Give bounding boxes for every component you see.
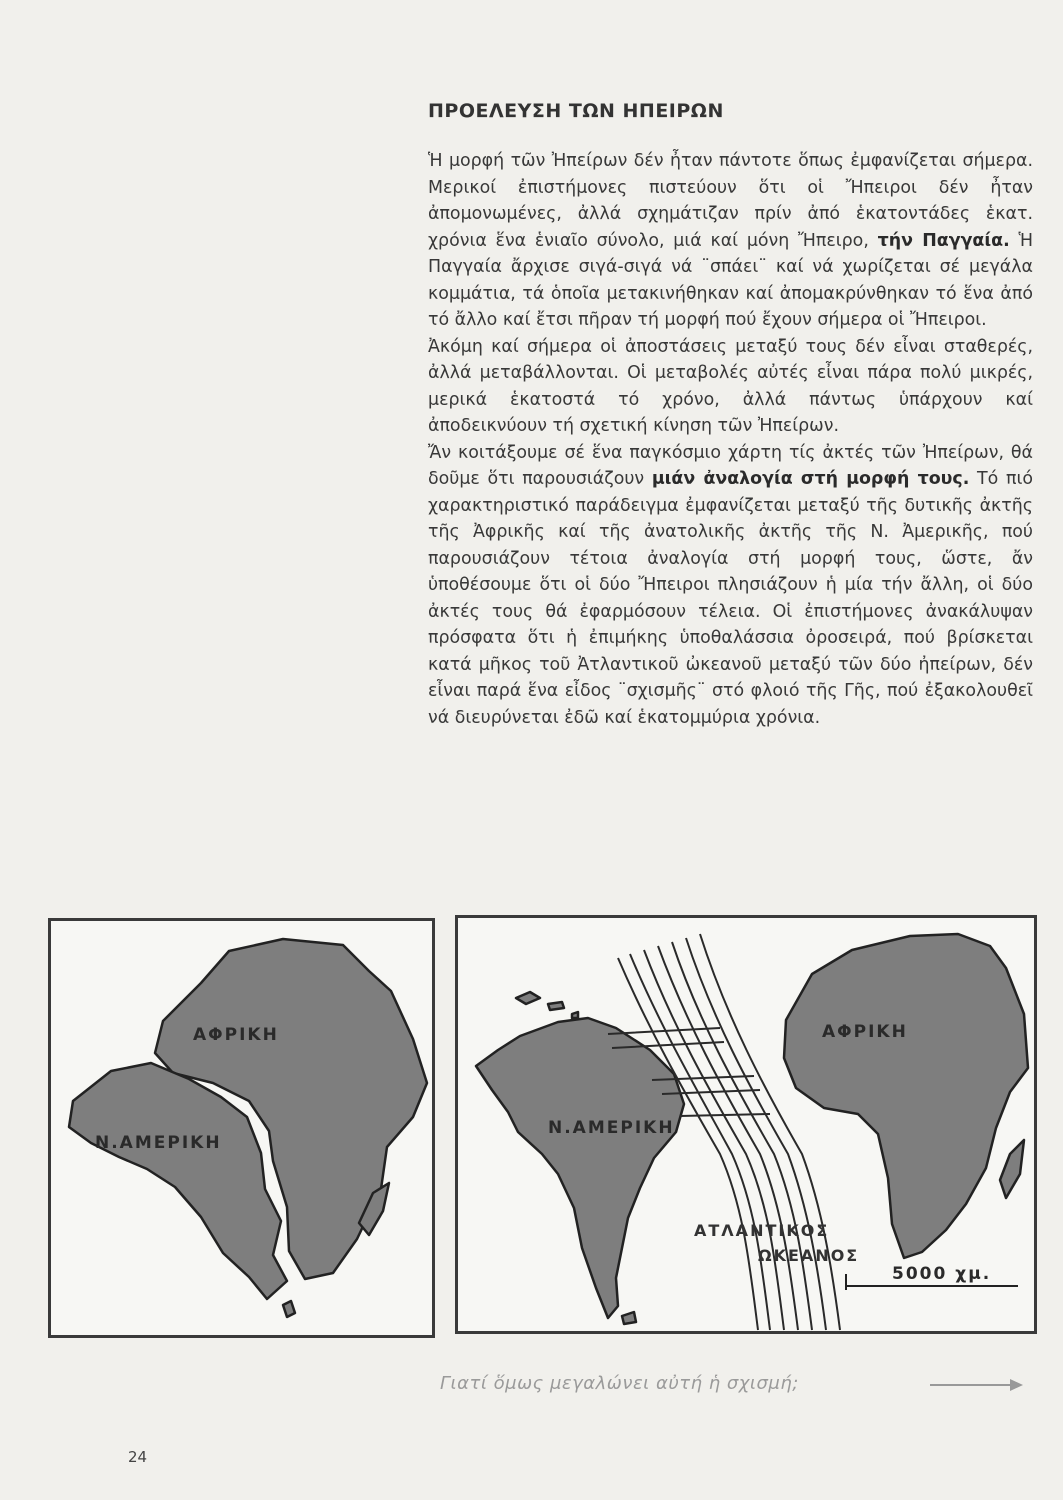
caribbean-islands: [516, 992, 578, 1018]
page-title: ΠΡΟΕΛΕΥΣΗ ΤΩΝ ΗΠΕΙΡΩΝ: [428, 100, 724, 122]
paragraph-3-start: Ἄν κοιτάξουμε σέ ἕνα παγκόσμιο χάρτη τίς ἀκτές τῶν Ἠπείρων, θά δοῦμε ὅτι παρουσιάζουν: [428, 442, 1033, 489]
page-number: 24: [128, 1448, 148, 1466]
paragraph-1: [428, 148, 1033, 334]
south-america-shape: [476, 1018, 684, 1318]
label-africa-left: ΑΦΡΙΚΗ: [193, 1025, 279, 1045]
paragraph-3-end: Τό πιό χαρακτηριστικό παράδειγμα ἐμφανίζεται μεταξύ τῆς δυτικῆς ἀκτῆς τῆς Ἀφρικῆς καί τῆς ἀνατολικῆς ἀκτῆς τῆς Ν. Ἀμερικῆς, πού παρουσιάζουν τέτοια ἀναλογία στή μορφή τους, ὥστε, ἄν ὑποθέσουμε ὅτι οἱ δύο Ἤπειροι πλησιάζουν ἡ μία τήν ἄλλη, οἱ δύο ἀκτές τους θά ἐφαρμόσουν τέλεια. Οἱ ἐπιστήμονες ἀνακάλυψαν πρόσφατα ὅτι ἡ ἐπιμήκης ὑποθαλάσσια ὀροσειρά, πού βρίσκεται κατά μῆκος τοῦ Ἀτλαντικοῦ ὠκεανοῦ μεταξύ τῶν δύο ἠπείρων, δέν εἶναι παρά ἕνα εἶδος ¨σχισμῆς¨ στό φλοιό τῆς Γῆς, πού ἐξακολουθεῖ νά διευρύνεται ἐδῶ καί ἑκατομμύρια χρόνια.: [428, 469, 1033, 728]
madagascar-shape: [1000, 1140, 1024, 1198]
label-africa-right: ΑΦΡΙΚΗ: [822, 1022, 908, 1042]
paragraph-3: [428, 440, 1033, 732]
paragraph-2: Ἀκόμη καί σήμερα οἱ ἀποστάσεις μεταξύ τους δέν εἶναι σταθερές, ἀλλά μεταβάλλονται. Οἱ μεταβολές αὐτές εἶναι πάρα πολύ μικρές, μερικά ἑκατοστά τό χρόνο, ἀλλά πάντως ὑπάρχουν καί ἀποδεικνύουν τή σχετική κίνηση τῶν Ἠπείρων.: [428, 336, 1033, 436]
question-caption: Γιατί ὅμως μεγαλώνει αὐτή ἡ σχισμή;: [440, 1373, 799, 1394]
map-left-drawing: [51, 921, 432, 1335]
label-ocean-line-1: ΑΤΛΑΝΤΙΚΟΣ: [694, 1221, 830, 1240]
body-text: [428, 148, 1033, 731]
label-south-america-right: Ν.ΑΜΕΡΙΚΗ: [548, 1118, 675, 1138]
label-ocean-line-2: ΩΚΕΑΝΟΣ: [758, 1246, 860, 1265]
map-atlantic-ridge: [455, 915, 1037, 1334]
arrow-right-icon: [930, 1376, 1025, 1394]
map-continents-joined: [48, 918, 435, 1338]
scale-label: 5000 χμ.: [892, 1264, 992, 1284]
falklands-shape: [622, 1312, 636, 1324]
paragraph-1-bold: τήν Παγγαία.: [877, 230, 1010, 251]
paragraph-1-end: Ἡ Παγγαία ἄρχισε σιγά-σιγά νά ¨σπάει¨ καί νά χωρίζεται σέ μεγάλα κομμάτια, τά ὁποῖα μετακινήθηκαν καί ἀπομακρύνθηκαν τό ἕνα ἀπό τό ἄλλο καί ἔτσι πῆραν τή μορφή πού ἔχουν σήμερα οἱ Ἤπειροι.: [428, 230, 1033, 330]
paragraph-1-start: Ἡ μορφή τῶν Ἠπείρων δέν ἦταν πάντοτε ὅπως ἐμφανίζεται σήμερα. Μερικοί ἐπιστήμονες πιστεύουν ὅτι οἱ Ἤπειροι δέν ἦταν ἀπομονωμένες, ἀλλά σχημάτιζαν πρίν ἀπό ἑκατοντάδες ἑκατ. χρόνια ἕνα ἑνιαῖο σύνολο, μιά καί μόνη Ἤπειρο,: [428, 151, 1033, 251]
paragraph-3-bold: μιάν ἀναλογία στή μορφή τους.: [651, 469, 970, 489]
small-island-shape: [283, 1301, 295, 1317]
africa-shape: [784, 934, 1028, 1258]
label-south-america-left: Ν.ΑΜΕΡΙΚΗ: [95, 1133, 222, 1153]
